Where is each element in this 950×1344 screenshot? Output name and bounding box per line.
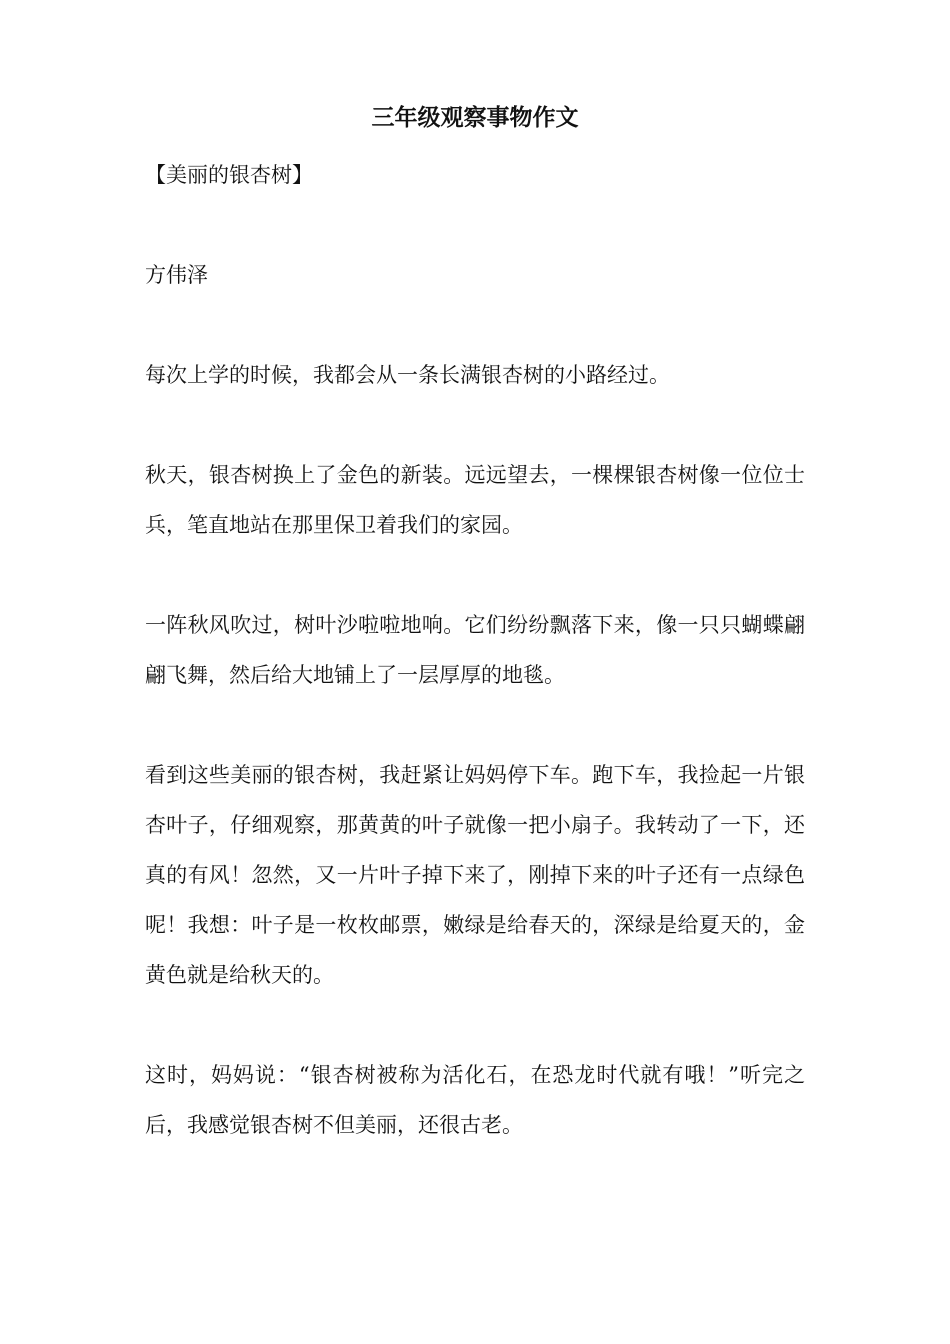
paragraph-5: 这时，妈妈说：“银杏树被称为活化石，在恐龙时代就有哦！”听完之后，我感觉银杏树不但美丽，还很古老。 (145, 1063, 805, 1137)
blank-line (145, 1000, 805, 1050)
document-body (145, 150, 805, 1150)
article-author: 方伟泽 (145, 263, 208, 287)
paragraph-2: 秋天，银杏树换上了金色的新装。远远望去，一棵棵银杏树像一位位士兵，笔直地站在那里保卫着我们的家园。 (145, 463, 805, 537)
blank-line (145, 200, 805, 250)
blank-line (145, 550, 805, 600)
paragraph-4: 看到这些美丽的银杏树，我赶紧让妈妈停下车。跑下车，我捡起一片银杏叶子，仔细观察，那黄黄的叶子就像一把小扇子。我转动了一下，还真的有风！忽然，又一片叶子掉下来了，刚掉下来的叶子还有一点绿色呢！我想：叶子是一枚枚邮票，嫩绿是给春天的，深绿是给夏天的，金黄色就是给秋天的。 (145, 763, 805, 987)
blank-line (145, 300, 805, 350)
paragraph-3: 一阵秋风吹过，树叶沙啦啦地响。它们纷纷飘落下来，像一只只蝴蝶翩翩飞舞，然后给大地铺上了一层厚厚的地毯。 (145, 613, 805, 687)
blank-line (145, 400, 805, 450)
paragraph-1: 每次上学的时候，我都会从一条长满银杏树的小路经过。 (145, 363, 670, 387)
blank-line (145, 700, 805, 750)
article-subtitle: 【美丽的银杏树】 (145, 163, 313, 187)
document-title: 三年级观察事物作文 (371, 104, 579, 131)
